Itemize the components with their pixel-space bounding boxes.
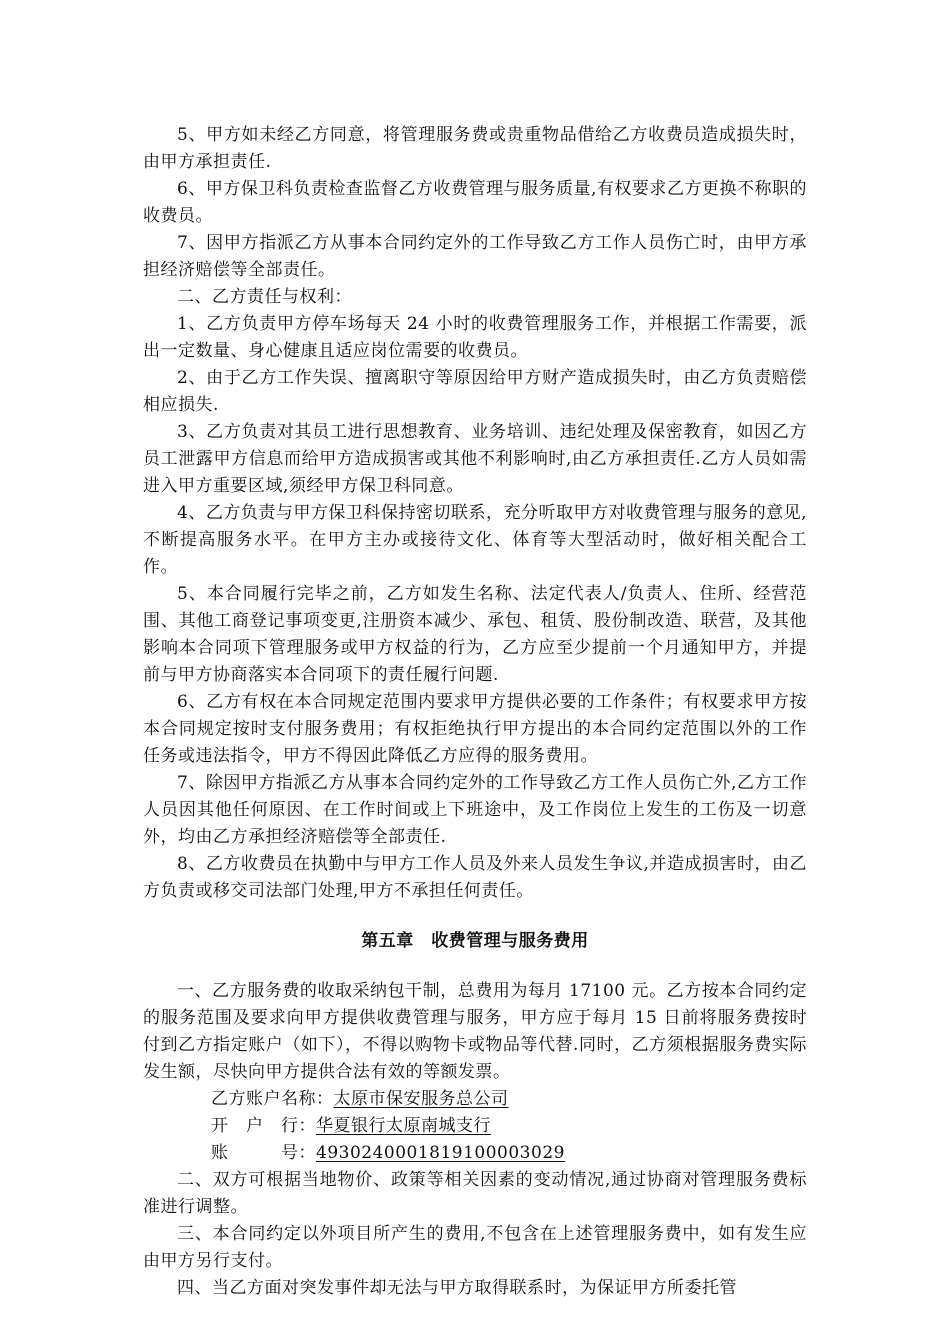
account-number-value: 4930240001819100003029: [316, 1143, 565, 1163]
clause-b-3: 3、乙方负责对其员工进行思想教育、业务培训、违纪处理及保密教育，如因乙方员工泄露甲方信息而给甲方造成损害或其他不利影响时,由乙方承担责任.乙方人员如需进入甲方重要区域,须经甲方保卫科同意。: [143, 422, 807, 496]
clause-b-2: 2、由于乙方工作失误、擅离职守等原因给甲方财产造成损失时，由乙方负责赔偿相应损失.: [143, 368, 807, 415]
clause-a-6: 6、甲方保卫科负责检查监督乙方收费管理与服务质量,有权要求乙方更换不称职的收费员。: [143, 179, 807, 226]
clause-b-8: 8、乙方收费员在执勤中与甲方工作人员及外来人员发生争议,并造成损害时，由乙方负责或移交司法部门处理,甲方不承担任何责任。: [143, 854, 807, 901]
account-bank-line: [143, 1113, 807, 1140]
account-number-label: 账 号：: [211, 1143, 316, 1163]
account-name-value: 太原市保安服务总公司: [333, 1089, 509, 1109]
fee-clause-3: 三、本合同约定以外项目所产生的费用,不包含在上述管理服务费中，如有发生应由甲方另行支付。: [143, 1224, 807, 1271]
clause-a-5: 5、甲方如未经乙方同意，将管理服务费或贵重物品借给乙方收费员造成损失时，由甲方承担责任.: [143, 125, 807, 172]
fee-clause-4: 四、当乙方面对突发事件却无法与甲方取得联系时，为保证甲方所委托管: [177, 1278, 737, 1298]
account-number-line: [143, 1140, 807, 1167]
fee-clause-1: 一、乙方服务费的收取采纳包干制，总费用为每月 17100 元。乙方按本合同约定的服务范围及要求向甲方提供收费管理与服务，甲方应于每月 15 日前将服务费按时付到乙方指定账户（如下），不得以购物卡或物品等代替.同时，乙方须根据服务费实际发生额，尽快向甲方提供合法有效的等额发票。: [143, 981, 807, 1082]
chapter-title: 第五章 收费管理与服务费用: [361, 931, 589, 951]
clause-b-6: 6、乙方有权在本合同规定范围内要求甲方提供必要的工作条件；有权要求甲方按本合同规定按时支付服务费用；有权拒绝执行甲方提出的本合同约定范围以外的工作任务或违法指令，甲方不得因此降低乙方应得的服务费用。: [143, 692, 807, 766]
account-name-line: [143, 1086, 807, 1113]
account-bank-value: 华夏银行太原南城支行: [316, 1116, 491, 1136]
clause-b-4: 4、乙方负责与甲方保卫科保持密切联系，充分听取甲方对收费管理与服务的意见,不断提高服务水平。在甲方主办或接待文化、体育等大型活动时，做好相关配合工作。: [143, 503, 807, 577]
clause-b-1: 1、乙方负责甲方停车场每天 24 小时的收费管理服务工作，并根据工作需要，派出一定数量、身心健康且适应岗位需要的收费员。: [143, 314, 807, 361]
section-b-heading: 二、乙方责任与权利：: [177, 287, 352, 307]
fee-clause-2: 二、双方可根据当地物价、政策等相关因素的变动情况,通过协商对管理服务费标准进行调整。: [143, 1170, 807, 1217]
account-name-label: 乙方账户名称：: [211, 1089, 334, 1109]
clause-b-5: 5、本合同履行完毕之前，乙方如发生名称、法定代表人/负责人、住所、经营范围、其他工商登记事项变更,注册资本减少、承包、租赁、股份制改造、联营，及其他影响本合同项下管理服务或甲方权益的行为，乙方应至少提前一个月通知甲方，并提前与甲方协商落实本合同项下的责任履行问题.: [143, 584, 807, 685]
document-body: [143, 122, 807, 1302]
clause-a-7: 7、因甲方指派乙方从事本合同约定外的工作导致乙方工作人员伤亡时，由甲方承担经济赔偿等全部责任。: [143, 233, 807, 280]
clause-b-7: 7、除因甲方指派乙方从事本合同约定外的工作导致乙方工作人员伤亡外,乙方工作人员因其他任何原因、在工作时间或上下班途中，及工作岗位上发生的工伤及一切意外，均由乙方承担经济赔偿等全部责任.: [143, 773, 807, 847]
account-bank-label: 开 户 行：: [211, 1116, 316, 1136]
